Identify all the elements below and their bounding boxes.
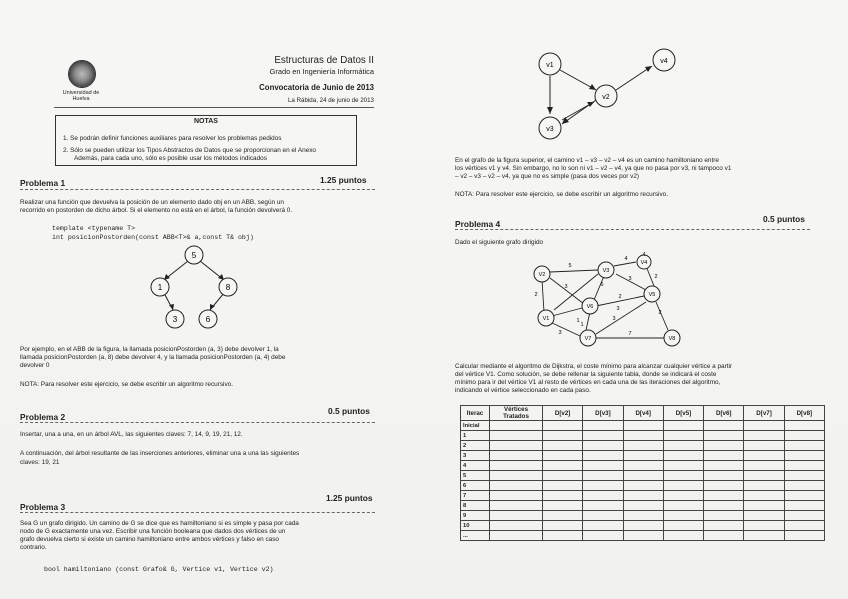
university-name: Universidad de Huelva — [62, 90, 100, 102]
table-cell[interactable] — [543, 501, 583, 511]
row-label: 1 — [461, 431, 490, 441]
table-cell[interactable] — [623, 471, 663, 481]
table-cell[interactable] — [704, 531, 744, 541]
table-row — [461, 421, 825, 431]
degree-title: Grado en Ingeniería Informática — [269, 67, 374, 76]
table-cell[interactable] — [663, 481, 703, 491]
graph-node-label: v3 — [546, 126, 554, 133]
table-cell[interactable] — [663, 451, 703, 461]
table-cell[interactable] — [490, 521, 543, 531]
table-cell[interactable] — [490, 431, 543, 441]
problem4-divider — [455, 229, 810, 230]
table-cell[interactable] — [623, 441, 663, 451]
problem3-divider — [20, 512, 375, 513]
problem1-divider — [20, 189, 375, 190]
graph-node-label: v4 — [660, 58, 668, 65]
problem1-example-1: Por ejemplo, en el ABB de la figura, la llamada posicionPostorden (a, 3) debe devolver 1, la — [20, 346, 279, 353]
problem3-text-3: grafo devuelva cierto si existe un camino hamiltoniano entre ambos vértices y falso en caso — [20, 536, 279, 543]
table-cell[interactable] — [623, 481, 663, 491]
edge-weight: 1 — [576, 318, 580, 324]
table-cell[interactable] — [784, 471, 824, 481]
problem3-text-4: contrario. — [20, 544, 47, 551]
bst-node-label: 3 — [172, 315, 178, 324]
header-divider — [54, 107, 374, 108]
problem3-text-2: nodo de G exactamente una vez. Escribir una función booleana que dados dos vértices de un — [20, 528, 286, 535]
table-cell[interactable] — [744, 501, 784, 511]
table-cell[interactable] — [543, 431, 583, 441]
table-cell[interactable] — [490, 441, 543, 451]
table-header-row — [461, 406, 825, 421]
problem4-intro: Dado el siguiente grafo dirigido — [455, 239, 544, 246]
table-cell[interactable] — [704, 431, 744, 441]
problem3-desc-3: – v2 – v3 – v2 – v4, ya que no es simple (pasa dos veces por v2) — [455, 173, 640, 180]
dijkstra-node-label: V7 — [584, 336, 592, 342]
bst-node-label: 8 — [225, 283, 231, 292]
table-cell[interactable] — [784, 511, 824, 521]
table-cell[interactable] — [663, 511, 703, 521]
column-header: Vértices Tratados — [490, 406, 543, 421]
table-cell[interactable] — [543, 421, 583, 431]
table-cell[interactable] — [704, 481, 744, 491]
table-row — [461, 481, 825, 491]
dijkstra-node-label: V1 — [542, 316, 550, 322]
column-header: D[v6] — [704, 406, 744, 421]
edge-weight: 7 — [628, 331, 632, 337]
table-cell[interactable] — [744, 441, 784, 451]
edge-weight: 3 — [612, 316, 616, 322]
graph-node-label: v1 — [546, 62, 554, 69]
table-cell[interactable] — [744, 521, 784, 531]
edge-weight: 4 — [642, 252, 646, 258]
problem4-text-3: mínimo para ir del vértice V1 al resto de vértices en cada una de las iteraciones del algoritmo, — [455, 379, 721, 386]
row-label: 6 — [461, 481, 490, 491]
table-cell[interactable] — [784, 431, 824, 441]
bst-node-label: 5 — [191, 251, 197, 260]
table-cell[interactable] — [744, 491, 784, 501]
table-cell[interactable] — [744, 531, 784, 541]
problem4-text-2: del vértice V1. Como solución, se debe rellenar la siguiente tabla, donde se indicará el coste — [455, 371, 717, 378]
problem3-desc-2: los vértices v1 y v4. Sin embargo, no lo son ni v1 – v2 – v4, ya que no pasa por v3, ni tampoco v1 — [455, 165, 732, 172]
university-seal-icon — [68, 60, 96, 88]
table-row — [461, 461, 825, 471]
table-cell[interactable] — [663, 531, 703, 541]
table-cell[interactable] — [704, 471, 744, 481]
problem3-text-1: Sea G un grafo dirigido. Un camino de G se dice que es hamiltoniano si es simple y pasa por cada — [20, 520, 299, 527]
table-cell[interactable] — [583, 461, 623, 471]
bst-node-label: 6 — [205, 315, 211, 324]
table-row — [461, 431, 825, 441]
problem4-title: Problema 4 — [455, 219, 501, 229]
problem2-text-2: A continuación, del árbol resultante de las inserciones anteriores, eliminar una a una las siguientes — [20, 450, 300, 457]
table-cell[interactable] — [744, 511, 784, 521]
table-cell[interactable] — [490, 491, 543, 501]
row-label: 10 — [461, 521, 490, 531]
edge-weight: 4 — [624, 256, 628, 262]
table-cell[interactable] — [623, 511, 663, 521]
table-cell[interactable] — [784, 491, 824, 501]
table-row — [461, 501, 825, 511]
table-cell[interactable] — [663, 421, 703, 431]
column-header: Iterac — [461, 406, 490, 421]
table-cell[interactable] — [623, 431, 663, 441]
table-cell[interactable] — [744, 471, 784, 481]
table-cell[interactable] — [490, 481, 543, 491]
exam-title: Convocatoria de Junio de 2013 — [259, 83, 374, 92]
table-cell[interactable] — [583, 501, 623, 511]
table-cell[interactable] — [490, 531, 543, 541]
edge-weight: 3 — [628, 276, 632, 282]
problem1-note: NOTA: Para resolver este ejercicio, se debe escribir un algoritmo recursivo. — [20, 381, 233, 388]
table-cell[interactable] — [784, 501, 824, 511]
problem2-text-1: Insertar, una a una, en un árbol AVL, las siguientes claves: 7, 14, 9, 19, 21, 12. — [20, 431, 243, 438]
problem3-code: bool hamiltoniano (const Grafo& G, Vertice v1, Vertice v2) — [44, 566, 274, 573]
dijkstra-table — [460, 405, 825, 541]
row-label: 8 — [461, 501, 490, 511]
table-cell[interactable] — [704, 511, 744, 521]
table-cell[interactable] — [704, 501, 744, 511]
table-cell[interactable] — [663, 501, 703, 511]
table-cell[interactable] — [784, 531, 824, 541]
table-cell[interactable] — [744, 461, 784, 471]
table-cell[interactable] — [784, 461, 824, 471]
dijkstra-node-label: V6 — [586, 304, 594, 310]
note-1: 1. Se podrán definir funciones auxiliares para resolver los problemas pedidos — [63, 135, 282, 142]
edge-weight: 6 — [600, 282, 604, 288]
table-cell[interactable] — [623, 421, 663, 431]
table-cell[interactable] — [784, 521, 824, 531]
problem1-points: 1.25 puntos — [320, 175, 367, 185]
problem3-desc-1: En el grafo de la figura superior, el camino v1 – v3 – v2 – v4 es un camino hamiltoniano entre — [455, 157, 719, 164]
row-label: Inicial — [461, 421, 490, 431]
problem1-title: Problema 1 — [20, 178, 66, 188]
problem1-example-2: llamada posicionPostorden (a, 8) debe devolver 4, y la llamada posicionPostorden (a, 4) debe — [20, 354, 286, 361]
problem1-text-1: Realizar una función que devuelva la posición de un elemento dado obj en un ABB, según un — [20, 199, 284, 206]
table-cell[interactable] — [744, 481, 784, 491]
column-header: D[v3] — [583, 406, 623, 421]
dijkstra-node-label: V5 — [648, 292, 656, 298]
table-cell[interactable] — [744, 431, 784, 441]
table-cell[interactable] — [583, 421, 623, 431]
table-cell[interactable] — [583, 471, 623, 481]
table-cell[interactable] — [543, 531, 583, 541]
table-cell[interactable] — [704, 461, 744, 471]
table-cell[interactable] — [583, 441, 623, 451]
table-cell[interactable] — [490, 501, 543, 511]
table-cell[interactable] — [663, 441, 703, 451]
table-cell[interactable] — [583, 491, 623, 501]
table-cell[interactable] — [704, 451, 744, 461]
table-cell[interactable] — [663, 461, 703, 471]
hamilton-graph — [520, 48, 690, 148]
dijkstra-node-label: V8 — [668, 336, 676, 342]
problem1-text-2: recorrido en postorden de dicho árbol. Si el elemento no está en el árbol, la función devolverá 0. — [20, 207, 293, 214]
table-row — [461, 451, 825, 461]
edge-weight: 3 — [564, 284, 568, 290]
edge-weight: 3 — [616, 306, 620, 312]
dijkstra-node-label: V4 — [640, 260, 648, 266]
row-label: 7 — [461, 491, 490, 501]
edge-weight: 2 — [618, 294, 622, 300]
problem1-code-2: int posicionPostorden(const ABB<T>& a,const T& obj) — [52, 234, 254, 241]
problem2-divider — [20, 422, 375, 423]
table-row — [461, 491, 825, 501]
table-cell[interactable] — [784, 421, 824, 431]
table-cell[interactable] — [623, 461, 663, 471]
table-cell[interactable] — [623, 501, 663, 511]
table-cell[interactable] — [583, 511, 623, 521]
column-header: D[v7] — [744, 406, 784, 421]
table-cell[interactable] — [583, 521, 623, 531]
table-cell[interactable] — [583, 481, 623, 491]
table-cell[interactable] — [663, 521, 703, 531]
notes-box — [55, 115, 357, 166]
table-cell[interactable] — [663, 431, 703, 441]
table-cell[interactable] — [744, 451, 784, 461]
table-cell[interactable] — [583, 451, 623, 461]
table-cell[interactable] — [583, 531, 623, 541]
table-cell[interactable] — [490, 451, 543, 461]
problem4-text-4: indicando el vértice seleccionado en cada paso. — [455, 387, 591, 394]
edge-weight: 2 — [654, 274, 658, 280]
table-cell[interactable] — [744, 421, 784, 431]
edge-weight: 2 — [534, 292, 538, 298]
note-3: Además, para cada uno, sólo es posible usar los métodos indicados — [74, 155, 267, 162]
table-cell[interactable] — [663, 471, 703, 481]
table-row — [461, 471, 825, 481]
table-cell[interactable] — [490, 471, 543, 481]
table-cell[interactable] — [623, 451, 663, 461]
problem1-example-3: devolver 0 — [20, 362, 50, 369]
table-cell[interactable] — [784, 441, 824, 451]
problem3-points: 1.25 puntos — [326, 493, 373, 503]
row-label: 5 — [461, 471, 490, 481]
notes-title: NOTAS — [194, 118, 218, 125]
table-row — [461, 441, 825, 451]
table-cell[interactable] — [543, 521, 583, 531]
table-cell[interactable] — [543, 471, 583, 481]
table-cell[interactable] — [623, 531, 663, 541]
edge-weight: 1 — [580, 322, 584, 328]
graph-node-label: v2 — [602, 94, 610, 101]
table-cell[interactable] — [623, 521, 663, 531]
problem4-text-1: Calcular mediante el algoritmo de Dijkstra, el coste mínimo para alcanzar cualquier vértice a partir — [455, 363, 733, 370]
problem3-title: Problema 3 — [20, 502, 66, 512]
note-2: 2. Sólo se pueden utilizar los Tipos Abstractos de Datos que se proporcionan en el Anexo — [63, 147, 316, 154]
edge-weight: 3 — [558, 330, 562, 336]
problem3-note: NOTA: Para resolver este ejercicio, se debe escribir un algoritmo recursivo. — [455, 191, 668, 198]
bst-node-label: 1 — [157, 283, 163, 292]
table-cell[interactable] — [490, 511, 543, 521]
problem4-points: 0.5 puntos — [763, 214, 805, 224]
row-label: ... — [461, 531, 490, 541]
problem2-points: 0.5 puntos — [328, 406, 370, 416]
row-label: 2 — [461, 441, 490, 451]
table-cell[interactable] — [543, 481, 583, 491]
table-cell[interactable] — [543, 441, 583, 451]
problem1-code-1: template <typename T> — [52, 225, 136, 232]
table-cell[interactable] — [543, 461, 583, 471]
table-cell[interactable] — [583, 431, 623, 441]
problem2-text-3: claves: 19, 21 — [20, 459, 60, 466]
table-cell[interactable] — [490, 461, 543, 471]
bst-figure — [140, 244, 250, 332]
table-row — [461, 531, 825, 541]
column-header: D[v4] — [623, 406, 663, 421]
table-row — [461, 521, 825, 531]
dijkstra-graph — [522, 250, 692, 352]
table-cell[interactable] — [704, 521, 744, 531]
problem2-title: Problema 2 — [20, 412, 66, 422]
table-row — [461, 511, 825, 521]
table-cell[interactable] — [490, 421, 543, 431]
row-label: 3 — [461, 451, 490, 461]
column-header: D[v5] — [663, 406, 703, 421]
dijkstra-node-label: V2 — [538, 272, 546, 278]
table-cell[interactable] — [784, 481, 824, 491]
edge-weight: 5 — [568, 263, 572, 269]
dijkstra-node-label: V3 — [602, 268, 610, 274]
table-cell[interactable] — [704, 441, 744, 451]
table-cell[interactable] — [704, 491, 744, 501]
column-header: D[v8] — [784, 406, 824, 421]
place-date: La Rábida, 24 de junio de 2013 — [287, 97, 374, 104]
course-title: Estructuras de Datos II — [274, 55, 374, 66]
table-cell[interactable] — [784, 451, 824, 461]
table-cell[interactable] — [543, 451, 583, 461]
table-cell[interactable] — [704, 421, 744, 431]
table-cell[interactable] — [623, 491, 663, 501]
edge-weight: 2 — [658, 310, 662, 316]
column-header: D[v2] — [543, 406, 583, 421]
table-cell[interactable] — [543, 491, 583, 501]
row-label: 4 — [461, 461, 490, 471]
table-cell[interactable] — [543, 511, 583, 521]
table-cell[interactable] — [663, 491, 703, 501]
row-label: 9 — [461, 511, 490, 521]
